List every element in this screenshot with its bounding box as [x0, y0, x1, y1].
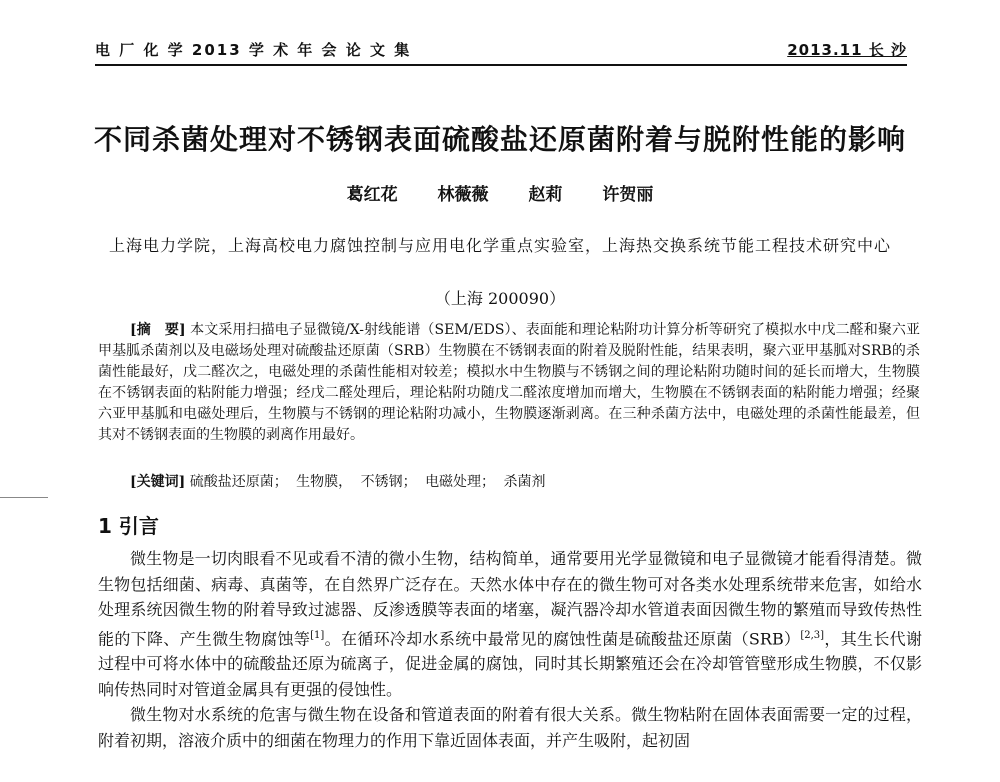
author: 葛红花 — [346, 185, 398, 205]
abstract-text: 本文采用扫描电子显微镜/X-射线能谱（SEM/EDS）、表面能和理论粘附功计算分析等研究了模拟水中戊二醛和聚六亚甲基胍杀菌剂以及电磁场处理对硫酸盐还原菌（SRB）生物膜在不锈钢表面的附着及脱附性能，结果表明，聚六亚甲基胍对SRB的杀菌性能最好，戊二醛次之，电磁处理的杀菌性能相对较差；模拟水中生物膜与不锈钢之间的理论粘附功随时间的延长而增大，生物膜在不锈钢表面的粘附能力增强；经戊二醛处理后，理论粘附功随戊二醛浓度增加而增大，生物膜在不锈钢表面的粘附能力增强；经聚六亚甲基胍和电磁处理后，生物膜与不锈钢的理论粘附功减小，生物膜逐渐剥离。在三种杀菌方法中，电磁处理的杀菌性能最差，但其对不锈钢表面的生物膜的剥离作用最好。 — [98, 322, 921, 443]
keywords-label: [关键词] — [130, 474, 186, 490]
citation: [2,3] — [800, 629, 825, 641]
author: 赵莉 — [528, 185, 563, 205]
keyword: 不锈钢； — [360, 474, 417, 490]
citation: [1] — [310, 629, 325, 641]
keywords — [130, 471, 920, 491]
abstract — [98, 320, 920, 446]
author: 许贺丽 — [602, 185, 654, 205]
paper-title: 不同杀菌处理对不锈钢表面硫酸盐还原菌附着与脱附性能的影响 — [93, 123, 906, 156]
section-body — [98, 546, 922, 753]
author-list — [60, 180, 940, 205]
section-heading: 1 引言 — [98, 514, 159, 538]
address: （上海 200090） — [434, 289, 566, 308]
affiliation: 上海电力学院，上海高校电力腐蚀控制与应用电化学重点实验室，上海热交换系统节能工程技术研究中心 — [108, 236, 891, 255]
paragraph: 微生物对水系统的危害与微生物在设备和管道表面的附着有很大关系。微生物粘附在固体表面需要一定的过程，附着初期，溶液介质中的细菌在物理力的作用下靠近固体表面，并产生吸附，起初固 — [98, 705, 922, 750]
keyword: 电磁处理； — [425, 474, 496, 490]
keyword: 硫酸盐还原菌； — [189, 474, 288, 490]
running-header — [95, 38, 907, 66]
keyword: 杀菌剂 — [503, 474, 546, 490]
abstract-label: [摘 要] — [130, 322, 186, 338]
author: 林薇薇 — [437, 185, 489, 205]
paragraph: 微生物是一切肉眼看不见或看不清的微小生物，结构简单，通常要用光学显微镜和电子显微镜才能看得清楚。微生物包括细菌、病毒、真菌等，在自然界广泛存在。天然水体中存在的微生物可对各类水处理系统带来危害，如给水处理系统因微生物的附着导致过滤器、反渗透膜等表面的堵塞，凝汽器冷却水管道表面因微生物的繁殖而导致传热性能的下降、产生微生物腐蚀等[1]。在循环冷却水系统中最常见的腐蚀性菌是硫酸盐还原菌（SRB）[2,3]，其生长代谢过程中可将水体中的硫酸盐还原为硫离子，促进金属的腐蚀，同时其长期繁殖还会在冷却管管壁形成生物膜，不仅影响传热同时对管道金属具有更强的侵蚀性。 — [98, 549, 922, 699]
keyword: 生物膜， — [296, 474, 353, 490]
header-date-place: 2013.11 长 沙 — [787, 41, 907, 59]
margin-mark — [0, 497, 48, 498]
header-journal: 电 厂 化 学 2013 学 术 年 会 论 文 集 — [95, 41, 412, 59]
